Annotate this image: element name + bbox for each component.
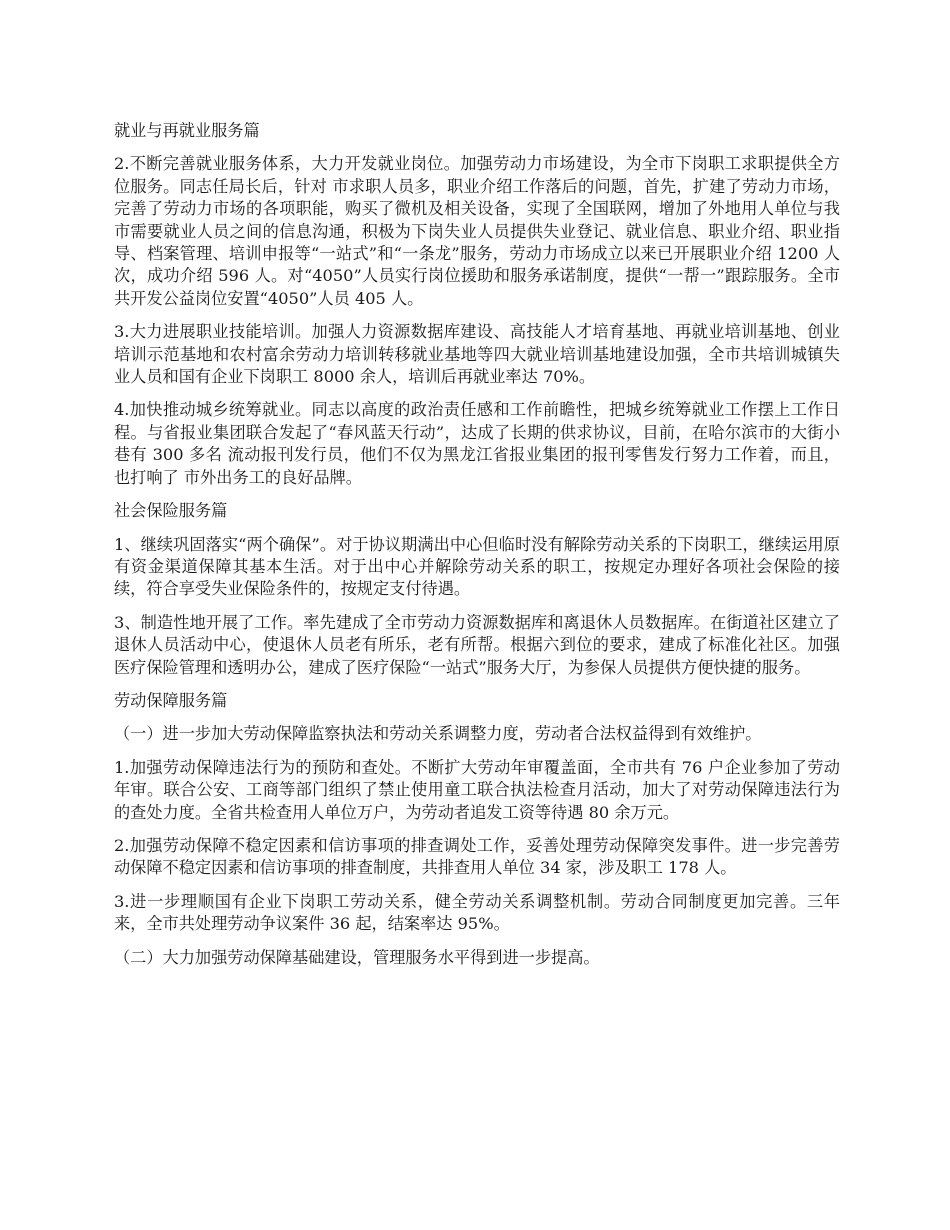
paragraph-employment-4: 4.加快推动城乡统筹就业。同志以高度的政治责任感和工作前瞻性，把城乡统筹就业工作摆上工作日程。与省报业集团联合发起了“春风蓝天行动”，达成了长期的供求协议，目前，在哈尔滨市的大街小巷有 300 多名 流动报刊发行员，他们不仅为黑龙江省报业集团的报刊零售发行努力工作着，而且，也打响了 市外出务工的良好品牌。 <box>114 400 840 487</box>
section-heading-employment: 就业与再就业服务篇 <box>114 121 260 140</box>
paragraph-employment-3: 3.大力进展职业技能培训。加强人力资源数据库建设、高技能人才培育基地、再就业培训基地、创业培训示范基地和农村富余劳动力培训转移就业基地等四大就业培训基地建设加强，全市共培训城镇失业人员和国有企业下岗职工 8000 余人，培训后再就业率达 70%。 <box>114 322 840 387</box>
paragraph-employment-2: 2.不断完善就业服务体系，大力开发就业岗位。加强劳动力市场建设，为全市下岗职工求职提供全方位服务。同志任局长后，针对 市求职人员多，职业介绍工作落后的问题，首先，扩建了劳动力市场，完善了劳动力市场的各项职能，购买了微机及相关设备，实现了全国联网，增加了外地用人单位与我市需要就业人员之间的信息沟通，积极为下岗失业人员提供失业登记、就业信息、职业介绍、职业指导、档案管理、培训申报等“一站式”和“一条龙”服务，劳动力市场成立以来已开展职业介绍 1200 人次，成功介绍 596 人。对“4050”人员实行岗位援助和服务承诺制度，提供“一帮一”跟踪服务。全市共开发公益岗位安置“4050”人员 405 人。 <box>114 154 840 308</box>
paragraph-labor-part-1: （一）进一步加大劳动保障监察执法和劳动关系调整力度，劳动者合法权益得到有效维护。 <box>114 724 762 744</box>
paragraph-insurance-1: 1、继续巩固落实“两个确保”。对于协议期满出中心但临时没有解除劳动关系的下岗职工，继续运用原有资金渠道保障其基本生活。对于出中心并解除劳动关系的职工，按规定办理好各项社会保险的接续，符合享受失业保险条件的，按规定支付待遇。 <box>114 534 840 599</box>
paragraph-labor-2: 2.加强劳动保障不稳定因素和信访事项的排查调处工作，妥善处理劳动保障突发事件。进一步完善劳动保障不稳定因素和信访事项的排查制度，共排查用人单位 34 家，涉及职工 178 人。 <box>114 835 840 878</box>
paragraph-insurance-3: 3、制造性地开展了工作。率先建成了全市劳动力资源数据库和离退休人员数据库。在街道社区建立了退休人员活动中心，使退休人员老有所乐，老有所帮。根据六到位的要求，建成了标准化社区。加强医疗保险管理和透明办公，建成了医疗保险“一站式”服务大厅，为参保人员提供方便快捷的服务。 <box>114 612 840 677</box>
section-heading-social-insurance: 社会保险服务篇 <box>114 501 228 521</box>
paragraph-labor-3: 3.进一步理顺国有企业下岗职工劳动关系，健全劳动关系调整机制。劳动合同制度更加完善。三年来，全市共处理劳动争议案件 36 起，结案率达 95%。 <box>114 891 840 934</box>
section-heading-labor-protection: 劳动保障服务篇 <box>114 690 228 710</box>
paragraph-labor-1: 1.加强劳动保障违法行为的预防和查处。不断扩大劳动年审覆盖面，全市共有 76 户企业参加了劳动年审。联合公安、工商等部门组织了禁止使用童工联合执法检查月活动，加大了对劳动保障违法行为的查处力度。全省共检查用人单位万户，为劳动者追发工资等待遇 80 余万元。 <box>114 757 840 822</box>
paragraph-labor-part-2: （二）大力加强劳动保障基础建设，管理服务水平得到进一步提高。 <box>114 947 600 967</box>
